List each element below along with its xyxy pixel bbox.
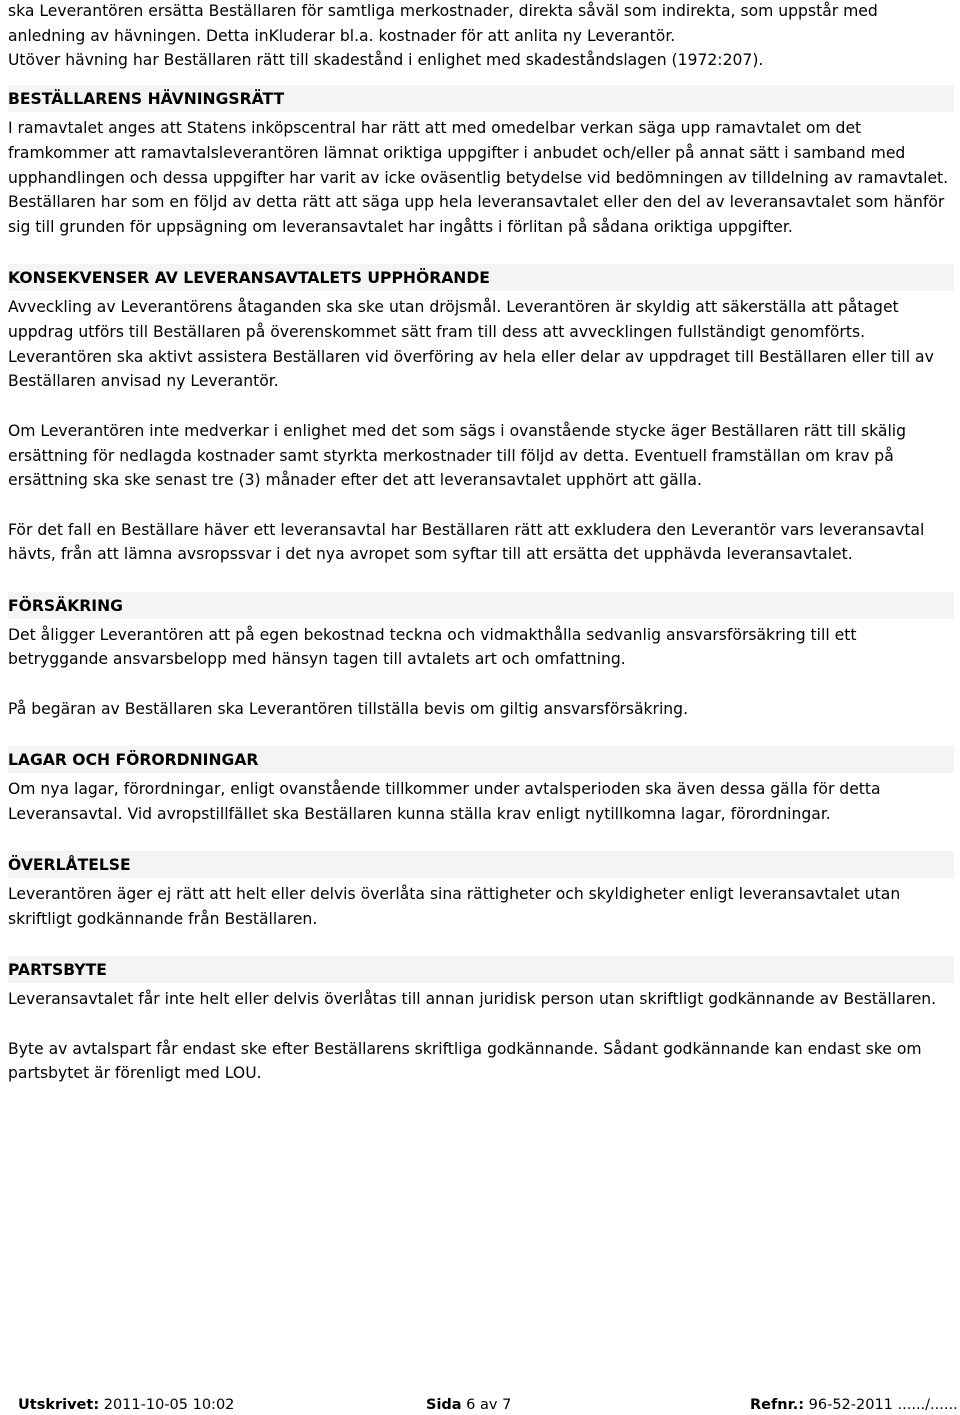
footer-printed-value: 2011-10-05 10:02 xyxy=(99,1397,235,1413)
section-heading-forsakring: FÖRSÄKRING xyxy=(8,592,954,619)
footer-page-value: 6 av 7 xyxy=(461,1397,512,1413)
paragraph-havningsratt: I ramavtalet anges att Statens inköpscentral har rätt att med omedelbar verkan säga upp ramavtalet om det framkommer att ramavtalsleverantören lämnat oriktiga uppgifter i anbudet och/eller på annat sätt i samband med upphandlingen och dessa uppgifter har varit av icke oväsentlig betydelse vid bedömningen av tilldelning av ramavtalet. Beställaren har som en följd av detta rätt att säga upp hela leveransavtalet eller den del av leveransavtalet som hänför sig till grunden för uppsägning om leveransavtalet har ingåtts i förlitan på sådana oriktiga uppgifter. xyxy=(8,119,949,236)
paragraph-konsekvenser-2: Om Leverantören inte medverkar i enlighet med det som sägs i ovanstående stycke äger Beställaren rätt till skälig ersättning för nedlagda kostnader samt styrkta merkostnader till följd av detta. Eventuell framställan om krav på ersättning ska ske senast tre (3) månader efter det att leveransavtalet upphört att gälla. xyxy=(8,421,907,490)
paragraph-lagar: Om nya lagar, förordningar, enligt ovanstående tillkommer under avtalsperioden ska även dessa gälla för detta Leveransavtal. Vid avropstillfället ska Beställaren kunna ställa krav enligt nytillkomna lagar, förordningar. xyxy=(8,780,881,823)
paragraph-partsbyte-1: Leveransavtalet får inte helt eller delvis överlåtas till annan juridisk person utan skriftligt godkännande av Beställaren. xyxy=(8,990,937,1009)
paragraph-konsekvenser-1: Avveckling av Leverantörens åtaganden ska ske utan dröjsmål. Leverantören är skyldig att säkerställa att påtaget uppdrag utförs till Beställaren på överenskommet sätt fram till dess att avvecklingen fullständigt genomförts. Leverantören ska aktivt assistera Beställaren vid överföring av hela eller delar av uppdraget till Beställaren eller till av Beställaren anvisad ny Leverantör. xyxy=(8,298,934,391)
section-heading-konsekvenser: KONSEKVENSER AV LEVERANSAVTALETS UPPHÖRANDE xyxy=(8,264,954,291)
footer-ref-value: 96-52-2011 ....../...... xyxy=(804,1397,958,1413)
section-heading-partsbyte: PARTSBYTE xyxy=(8,956,954,983)
paragraph-konsekvenser-3: För det fall en Beställare häver ett leveransavtal har Beställaren rätt att exkludera den Leverantör vars leveransavtal hävts, från att lämna avsropssvar i det nya avropet som syftar till att ersätta det upphävda leveransavtalet. xyxy=(8,520,925,564)
paragraph-partsbyte-2: Byte av avtalspart får endast ske efter Beställarens skriftliga godkännande. Sådant godkännande kan endast ske om partsbytet är förenligt med LOU. xyxy=(8,1039,922,1083)
footer-ref xyxy=(750,1395,958,1415)
paragraph-forsakring-2: På begäran av Beställaren ska Leverantören tillställa bevis om giltig ansvarsförsäkring. xyxy=(8,699,689,718)
footer-printed-label: Utskrivet: xyxy=(18,1397,100,1413)
footer-ref-label: Refnr.: xyxy=(750,1397,805,1413)
section-heading-overlatelse: ÖVERLÅTELSE xyxy=(8,851,954,878)
footer-page-label: Sida xyxy=(426,1397,462,1413)
intro-paragraph-2: Utöver hävning har Beställaren rätt till skadestånd i enlighet med skadeståndslagen (1972:207). xyxy=(8,51,764,70)
document-page xyxy=(8,0,954,1086)
paragraph-forsakring-1: Det åligger Leverantören att på egen bekostnad teckna och vidmakthålla sedvanlig ansvarsförsäkring till ett betryggande ansvarsbelopp med hänsyn tagen till avtalets art och omfattning. xyxy=(8,625,857,669)
section-heading-havningsratt: BESTÄLLARENS HÄVNINGSRÄTT xyxy=(8,85,954,112)
intro-paragraph-1: ska Leverantören ersätta Beställaren för samtliga merkostnader, direkta såväl som indirekta, som uppstår med anledning av hävningen. Detta inKluderar bl.a. kostnader för att anlita ny Leverantör. xyxy=(8,2,878,45)
footer-printed xyxy=(18,1395,234,1415)
paragraph-overlatelse: Leverantören äger ej rätt att helt eller delvis överlåta sina rättigheter och skyldigheter enligt leveransavtalet utan skriftligt godkännande från Beställaren. xyxy=(8,885,901,928)
footer-page xyxy=(426,1395,511,1415)
section-heading-lagar: LAGAR OCH FÖRORDNINGAR xyxy=(8,746,954,773)
page-footer xyxy=(0,1395,960,1415)
